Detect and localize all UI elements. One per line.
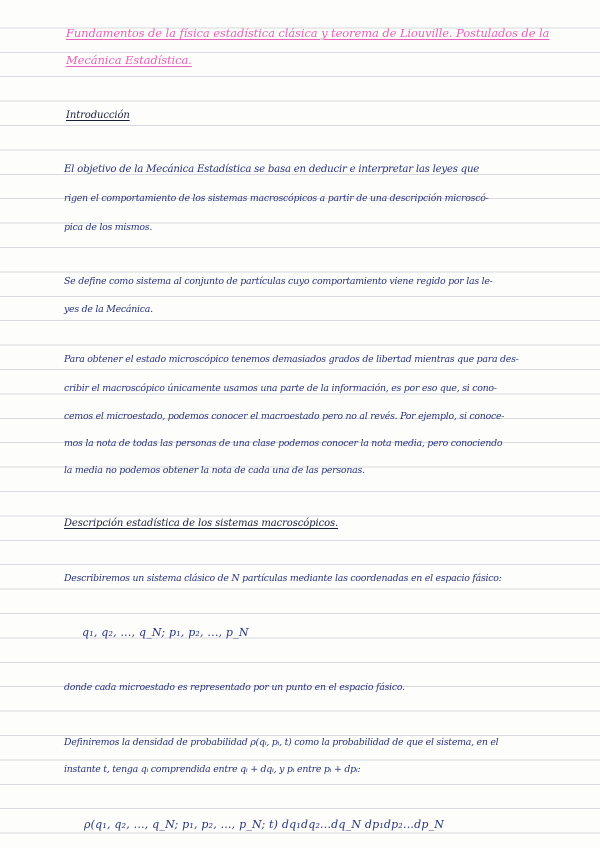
paragraph-3-line-3: cemos el microestado, podemos conocer el macroestado pero no al revés. Por ejemplo, si conoce- (64, 411, 505, 422)
equation-coordinates: q₁, q₂, ..., q_N; p₁, p₂, ..., p_N (82, 626, 249, 639)
paragraph-3-line-2: cribir el macroscópico únicamente usamos una parte de la información, es por eso que, si cono- (64, 383, 497, 394)
paragraph-6-line-1: Definiremos la densidad de probabilidad ρ(qᵢ, pᵢ, t) como la probabilidad de que el sistema, en el (64, 737, 499, 748)
section-heading-descripcion: Descripción estadística de los sistemas macroscópicos. (64, 518, 339, 529)
title-line-2: Mecánica Estadística. (66, 53, 192, 67)
section-heading-introduccion: Introducción (66, 110, 130, 121)
paragraph-3-line-5: la media no podemos obtener la nota de cada una de las personas. (64, 465, 365, 476)
paragraph-2-line-1: Se define como sistema al conjunto de partículas cuyo comportamiento viene regido por las le- (64, 276, 493, 287)
paragraph-3-line-4: mos la nota de todas las personas de una clase podemos conocer la nota media, pero conociendo (64, 438, 503, 449)
paragraph-4-line-1: Describiremos un sistema clásico de N partículas mediante las coordenadas en el espacio fásico: (64, 573, 502, 584)
paragraph-1-line-1: El objetivo de la Mecánica Estadística se basa en deducir e interpretar las leyes que (64, 164, 480, 175)
paragraph-3-line-1: Para obtener el estado microscópico tenemos demasiados grados de libertad mientras que para des- (64, 354, 519, 365)
paragraph-2-line-2: yes de la Mecánica. (64, 304, 153, 315)
paragraph-1-line-3: pica de los mismos. (64, 222, 153, 233)
title-line-1: Fundamentos de la física estadística clásica y teorema de Liouville. Postulados de la (66, 26, 550, 40)
paragraph-5-line-1: donde cada microestado es representado por un punto en el espacio fásico. (64, 682, 405, 693)
equation-density: ρ(q₁, q₂, ..., q_N; p₁, p₂, ..., p_N; t) dq₁dq₂...dq_N dp₁dp₂...dp_N (84, 818, 445, 831)
paragraph-6-line-2: instante t, tenga qᵢ comprendida entre qᵢ + dqᵢ, y pᵢ entre pᵢ + dpᵢ: (64, 764, 361, 775)
paragraph-1-line-2: rigen el comportamiento de los sistemas macroscópicos a partir de una descripción microscó- (64, 193, 489, 204)
